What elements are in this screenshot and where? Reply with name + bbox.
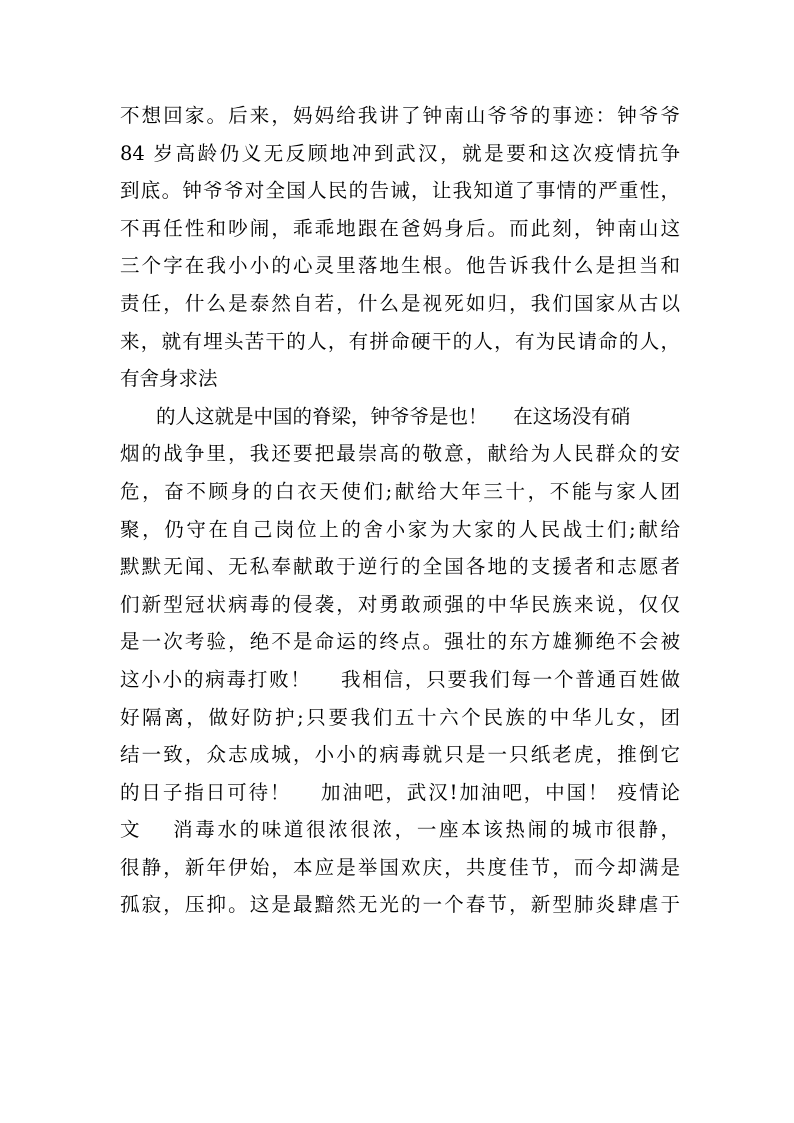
text-line-1: 不想回家。后来，妈妈给我讲了钟南山爷爷的事迹：钟爷爷 [120,104,680,127]
text-line-7: 来，就有埋头苦干的人，有拼命硬干的人，有为民请命的人， [120,329,680,353]
text-line-22: 孤寂，压抑。这是最黯然无光的一个春节，新型肺炎肆虐于 [120,893,680,917]
text-line-17: 好隔离，做好防护;只要我们五十六个民族的中华儿女，团 [120,705,680,729]
text-line-14: 们新型冠状病毒的侵袭，对勇敢顽强的中华民族来说，仅仅 [120,592,680,616]
text-line-2: 84 岁高龄仍义无反顾地冲到武汉，就是要和这次疫情抗争 [120,141,680,165]
text-line-5: 三个字在我小小的心灵里落地生根。他告诉我什么是担当和 [120,254,680,278]
text-line-11: 危，奋不顾身的白衣天使们;献给大年三十，不能与家人团 [120,479,680,503]
text-line-20: 文 消毒水的味道很浓很浓，一座本该热闹的城市很静， [120,818,680,842]
body-text [120,97,680,924]
text-line-3: 到底。钟爷爷对全国人民的告诫，让我知道了事情的严重性， [120,179,680,203]
text-line-12: 聚，仍守在自己岗位上的舍小家为大家的人民战士们;献给 [120,517,680,541]
text-line-16: 这小小的病毒打败！ 我相信，只要我们每一个普通百姓做 [120,667,680,691]
text-line-13: 默默无闻、无私奉献敢于逆行的全国各地的支援者和志愿者 [120,555,680,579]
text-line-6: 责任，什么是泰然自若，什么是视死如归，我们国家从古以 [120,291,680,315]
text-line-4: 不再任性和吵闹，乖乖地跟在爸妈身后。而此刻，钟南山这 [120,216,680,240]
text-line-18: 结一致，众志成城，小小的病毒就只是一只纸老虎，推倒它 [120,743,680,767]
text-line-10: 烟的战争里，我还要把最崇高的敬意，献给为人民群众的安 [120,442,680,466]
text-line-9: 的人这就是中国的脊梁，钟爷爷是也！ 在这场没有硝 [156,404,631,428]
text-line-8: 有舍身求法 [120,367,218,391]
text-line-19: 的日子指日可待！ 加油吧，武汉!加油吧，中国！ 疫情论 [120,780,680,804]
text-line-21: 很静，新年伊始，本应是举国欢庆，共度佳节，而今却满是 [120,855,680,879]
text-line-15: 是一次考验，绝不是命运的终点。强壮的东方雄狮绝不会被 [120,630,680,654]
